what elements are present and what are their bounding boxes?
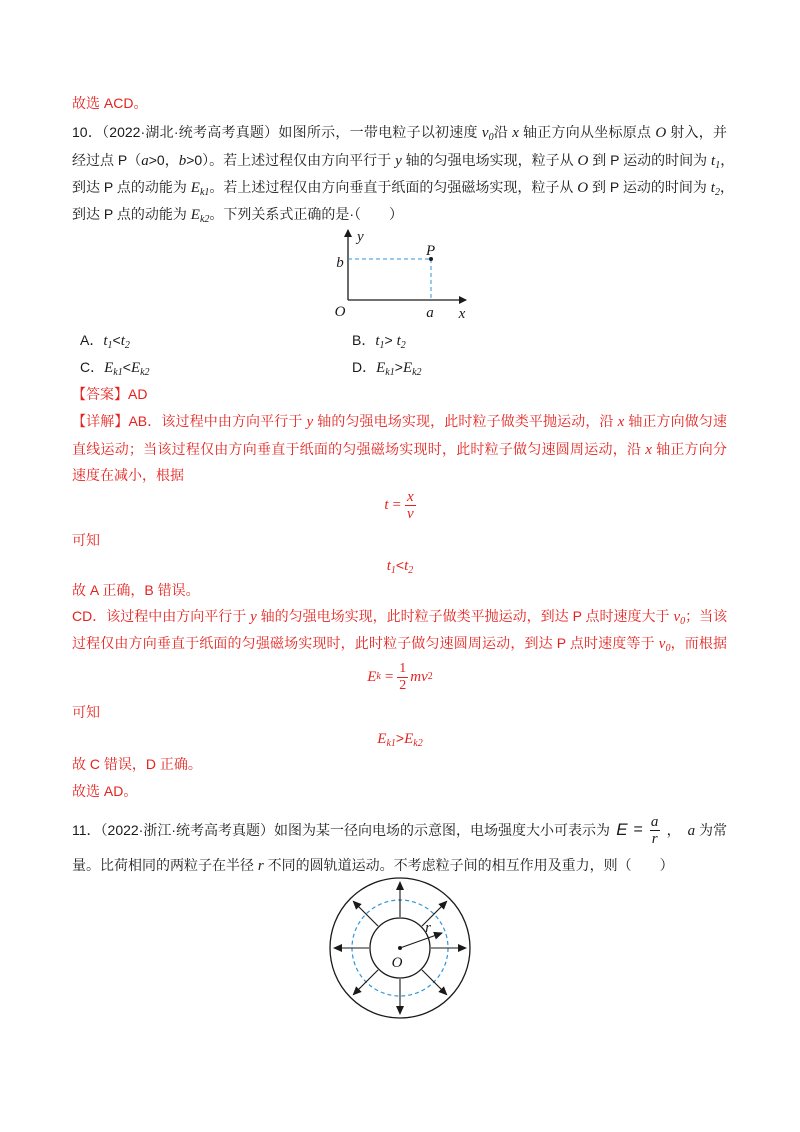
math-variable: t xyxy=(396,333,401,349)
math-variable: x xyxy=(512,125,519,141)
formula-time-denominator: v xyxy=(406,505,414,522)
math-variable: E xyxy=(376,360,386,376)
math-subscript: k2 xyxy=(199,214,210,225)
formula-ek-fraction xyxy=(397,661,408,694)
option-c: C．$E_{k1}<E_{k2}$ xyxy=(80,359,150,378)
center-dot xyxy=(398,946,402,950)
formula-time-equals: = xyxy=(392,496,401,513)
math-variable: r xyxy=(257,858,264,874)
math-variable: E xyxy=(190,180,200,196)
math-variable: y xyxy=(306,414,314,430)
math-subscript: k1 xyxy=(386,738,396,749)
formula-ek-equals: = xyxy=(384,668,394,685)
q11-field-formula xyxy=(616,814,660,847)
q10-stem-line-1: 10．（2022·湖北·统考高考真题）如图所示，一带电粒子以初速度 $v_0$沿 x 轴正方向从坐标原点 O 射入，并 xyxy=(72,124,728,143)
formula-time-numerator: x xyxy=(406,488,414,505)
formula-time-lhs: t xyxy=(384,496,389,513)
math-variable: t xyxy=(711,153,716,169)
result-energy-comparison: $E_{k1}>E_{k2}$ xyxy=(377,730,423,749)
math-subscript: k2 xyxy=(413,738,423,749)
q11-stem-line-1-tail: ， a 为常 xyxy=(666,822,727,839)
math-variable: t xyxy=(120,333,125,349)
math-variable: E xyxy=(404,731,414,747)
math-subscript: 0 xyxy=(488,132,494,143)
formula-ek-lhs: E xyxy=(367,668,377,685)
formula-kinetic-energy: E k = $\frac{1}{2}$ m v 2 xyxy=(367,660,433,693)
explanation-ab-line-2: 直线运动；当该过程仅由方向垂直于纸面的匀强磁场实现时，此时粒子做匀速圆周运动，沿 x 轴正方向分 xyxy=(72,441,728,458)
math-subscript: 2 xyxy=(124,340,130,351)
math-variable: v xyxy=(673,609,681,625)
math-variable: t xyxy=(375,333,380,349)
math-subscript: k1 xyxy=(385,367,395,378)
math-subscript: 2 xyxy=(400,340,406,351)
q11-formula-fraction xyxy=(649,814,661,847)
explanation-cd-line-2: 过程仅由方向垂直于纸面的匀强磁场实现时，此时粒子做匀速圆周运动，到达 P 点时速度等于 $v_0$，而根据 xyxy=(72,635,727,654)
math-variable: t xyxy=(404,558,409,574)
center-label: O xyxy=(391,955,403,971)
explanation-ab-line-3: 速度在减小，根据 xyxy=(72,467,184,483)
q11-formula-denominator: r xyxy=(651,830,658,847)
math-subscript: 1 xyxy=(379,340,385,351)
math-variable: O xyxy=(577,153,589,169)
math-subscript: k2 xyxy=(412,367,422,378)
math-variable: a xyxy=(687,823,696,839)
x-axis-label: x xyxy=(458,306,466,322)
q11-stem-line-2: 量。比荷相同的两粒子在半径 r 不同的圆轨道运动。不考虑粒子间的相互作用及重力，则（ ） xyxy=(72,857,674,874)
field-arrow xyxy=(353,970,378,995)
math-variable: E xyxy=(104,360,114,376)
q10-stem-line-2: 经过点 P（a>0，b>0）。若上述过程仅由方向平行于 y 轴的匀强电场实现，粒子从 O 到 P 运动的时间为 $t_1$， xyxy=(72,152,735,171)
math-variable: t xyxy=(710,180,715,196)
option-a: A．$t_1<t_2$ xyxy=(80,332,130,351)
verdict-1: 故 A 正确，B 错误。 xyxy=(72,582,200,598)
formula-ek-velocity: v xyxy=(421,668,428,685)
math-subscript: k1 xyxy=(113,367,123,378)
math-subscript: 2 xyxy=(714,187,720,198)
math-subscript: 1 xyxy=(107,340,113,351)
formula-ek-mass: m xyxy=(410,668,422,685)
option-b: B．$t_1> t_2$ xyxy=(352,332,406,351)
math-variable: O xyxy=(577,180,589,196)
math-variable: E xyxy=(130,360,141,376)
x-mark-label: a xyxy=(426,305,434,321)
math-variable: E xyxy=(190,207,200,223)
formula-ek-denominator: 2 xyxy=(399,677,407,693)
answer-line: 【答案】AD xyxy=(72,386,148,402)
q11-stem-line-1 xyxy=(72,812,727,848)
conclusion-intro-1: 可知 xyxy=(72,532,100,548)
math-subscript: 0 xyxy=(665,643,671,654)
formula-ek-numerator: 1 xyxy=(399,660,407,676)
previous-answer-line: 故选 ACD。 xyxy=(72,95,148,111)
math-subscript: 1 xyxy=(715,160,721,171)
explanation-ab-line-1: 【详解】AB．该过程中由方向平行于 y 轴的匀强电场实现，此时粒子做类平抛运动，沿 x 轴正方向做匀速 xyxy=(72,413,728,430)
math-variable: t xyxy=(103,333,108,349)
math-variable: a xyxy=(141,153,149,169)
math-subscript: 0 xyxy=(680,616,686,627)
point-p-label: P xyxy=(426,243,436,259)
result-time-comparison: $t_1<t_2$ xyxy=(386,557,414,576)
formula-time xyxy=(0,487,800,523)
q10-coordinate-figure xyxy=(320,222,480,324)
math-variable: y xyxy=(250,609,257,625)
math-subscript: 2 xyxy=(408,565,414,576)
explanation-cd-line-1: CD．该过程中由方向平行于 y 轴的匀强电场实现，此时粒子做类平抛运动，到达 P 点时速度大于 $v_0$；当该 xyxy=(72,608,728,627)
option-d: D．$E_{k1}>E_{k2}$ xyxy=(352,359,422,378)
math-variable: b xyxy=(178,153,187,169)
math-variable: x xyxy=(645,442,652,458)
field-arrow xyxy=(353,901,378,926)
math-subscript: k1 xyxy=(199,187,210,198)
q11-radial-field-figure xyxy=(320,868,480,1028)
radius-arrow xyxy=(400,933,442,948)
math-variable: E xyxy=(402,360,413,376)
formula-time-fraction xyxy=(405,489,416,522)
q11-formula-numerator: a xyxy=(650,813,659,830)
math-variable: x xyxy=(617,414,625,430)
q11-stem-line-1-text: 11．（2022·浙江·统考高考真题）如图为某一径向电场的示意图，电场强度大小可表示为 xyxy=(72,822,610,838)
math-variable: O xyxy=(655,125,667,141)
y-mark-label: b xyxy=(336,255,344,271)
math-variable: E xyxy=(377,731,387,747)
q11-formula-equals: = xyxy=(633,821,643,838)
conclusion-intro-2: 可知 xyxy=(72,704,100,720)
math-subscript: k2 xyxy=(140,367,150,378)
q11-formula-lhs: E xyxy=(616,820,628,839)
math-variable: v xyxy=(481,125,489,141)
radius-label: r xyxy=(425,920,431,936)
q10-stem-line-3: 到达 P 点的动能为 $E_{k1}$。若上述过程仅由方向垂直于纸面的匀强磁场实现，粒子从 O 到 P 运动的时间为 $t_2$， xyxy=(72,179,734,198)
q10-stem-line-4: 到达 P 点的动能为 $E_{k2}$。下列关系式正确的是·（ ） xyxy=(72,206,404,225)
field-arrow xyxy=(422,970,447,995)
verdict-2: 故 C 错误，D 正确。 xyxy=(72,756,202,772)
origin-label: O xyxy=(334,304,346,320)
math-variable: v xyxy=(658,636,666,652)
math-variable: y xyxy=(395,153,402,169)
final-answer-line: 故选 AD。 xyxy=(72,783,138,799)
math-variable: t xyxy=(386,558,391,574)
math-subscript: 1 xyxy=(390,565,396,576)
y-axis-label: y xyxy=(357,229,364,245)
